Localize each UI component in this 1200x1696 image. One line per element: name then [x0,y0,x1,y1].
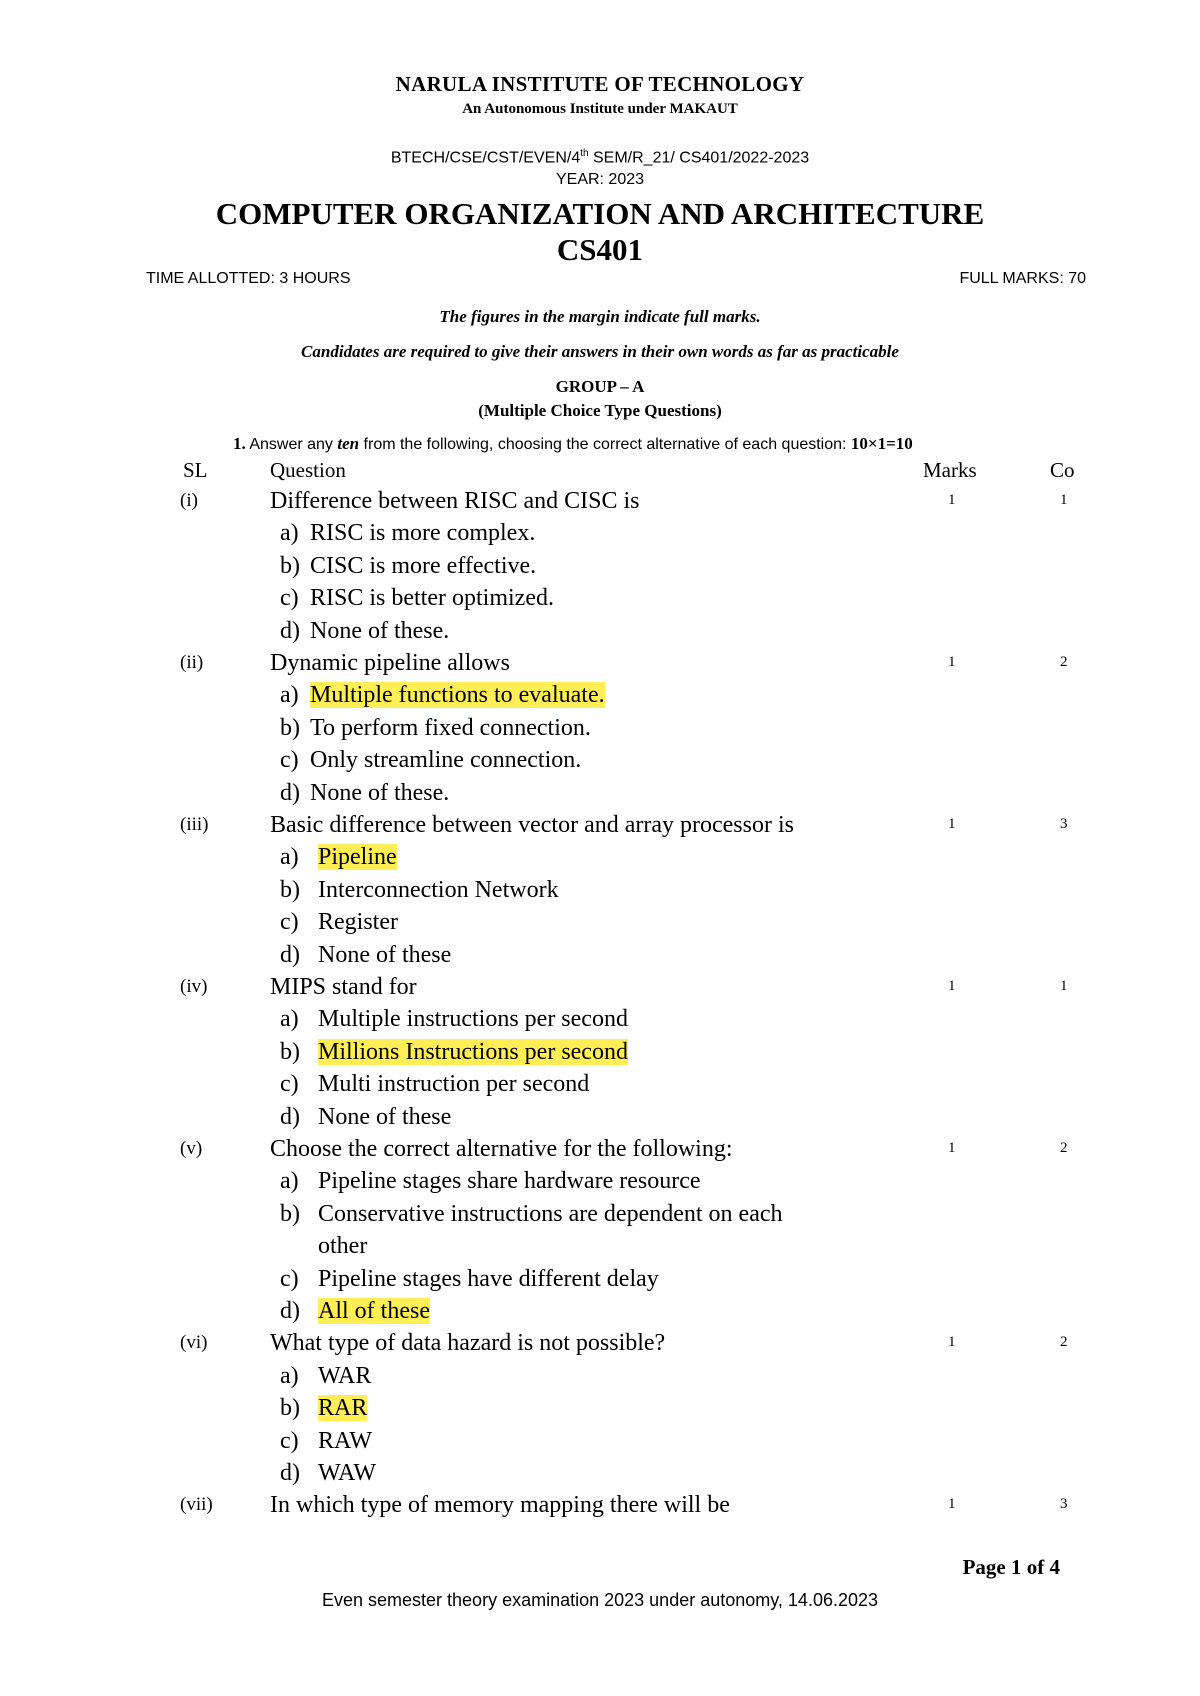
option-label: b) [280,1395,300,1422]
option-text-highlighted: All of these [318,1298,430,1324]
answer-option [280,1395,367,1422]
option-text: None of these [318,941,452,968]
option-text-highlighted: Millions Instructions per second [318,1038,628,1065]
option-text: RISC is more complex. [310,520,536,547]
option-text: Pipeline stages share hardware resource [318,1168,701,1195]
question-number: (iv) [180,976,208,997]
question-number: (i) [180,490,198,511]
answer-option [280,1104,451,1131]
answer-option [280,1363,371,1390]
option-label: a) [280,520,299,547]
answer-option [280,844,397,871]
option-text: WAR [318,1362,372,1389]
question-instruction: 1. Answer any ten from the following, choosing the correct alternative of each question: 10×1=10 [233,434,913,453]
question-text: Choose the correct alternative for the following: [270,1136,733,1162]
question-row [0,1136,1200,1168]
answer-option [280,1168,701,1195]
answer-option [280,909,398,936]
margin-note: The figures in the margin indicate full marks. [439,307,761,326]
option-text-highlighted: Pipeline [318,844,397,871]
option-label: b) [280,552,300,579]
option-label: c) [280,1427,299,1454]
answer-option [280,1266,659,1293]
question-marks: 1 [948,654,956,670]
option-label: a) [280,1006,299,1033]
question-marks: 1 [948,978,956,994]
option-label: a) [280,682,299,709]
option-text: None of these [318,1103,452,1130]
question-text: Difference between RISC and CISC is [270,488,640,514]
question-marks: 1 [948,492,956,508]
option-text-continuation: other [318,1233,368,1260]
option-label: d) [280,779,300,806]
option-label: a) [280,844,299,871]
column-header-question: Question [270,458,346,482]
option-text: WAW [318,1460,377,1486]
footer-note: Even semester theory examination 2023 under autonomy, 14.06.2023 [321,1590,879,1610]
answer-option [280,1006,628,1033]
answer-option [280,1298,430,1325]
option-text-highlighted: Multiple functions to evaluate. [310,682,605,709]
answer-option [280,682,605,709]
option-text: Interconnection Network [318,876,559,903]
exam-year: YEAR: 2023 [555,171,645,188]
question-co: 3 [1060,816,1068,832]
question-co: 1 [1060,492,1068,508]
column-header-marks: Marks [923,458,977,482]
option-label: a) [280,1362,299,1389]
option-text: RISC is better optimized. [310,585,554,612]
question-row [0,1330,1200,1362]
subject-code: CS401 [556,232,644,267]
option-label: c) [280,1265,299,1292]
question-row [0,1492,1200,1524]
option-label: c) [280,909,299,936]
question-row [0,812,1200,844]
institute-name: NARULA INSTITUTE OF TECHNOLOGY [395,72,805,96]
autonomy-line: An Autonomous Institute under MAKAUT [462,101,738,117]
option-text: Conservative instructions are dependent on each [318,1200,783,1227]
answer-option [280,520,535,547]
question-marks: 1 [948,1334,956,1351]
question-text: What type of data hazard is not possible? [270,1330,666,1357]
option-label: c) [280,1071,299,1098]
answer-option [280,877,559,904]
question-text: In which type of memory mapping there will be [270,1492,730,1519]
question-row [0,650,1200,682]
option-label: d) [280,1460,300,1486]
option-label: b) [280,1038,300,1065]
answer-option [280,585,554,612]
question-co: 2 [1060,1140,1068,1156]
time-allotted: TIME ALLOTTED: 3 HOURS [146,270,351,287]
answer-option [280,618,449,645]
option-label: d) [280,617,300,644]
option-label: a) [280,1168,299,1195]
page-number: Page 1 of 4 [962,1555,1060,1579]
answer-option [280,1460,376,1487]
question-marks: 1 [948,1496,956,1513]
question-text: MIPS stand for [270,974,417,1000]
option-label: b) [280,714,300,741]
full-marks: FULL MARKS: 70 [959,270,1086,287]
answer-option [280,715,591,742]
option-label: b) [280,1200,300,1227]
question-row [0,488,1200,520]
question-text: Basic difference between vector and array processor is [270,812,794,838]
question-co: 3 [1060,1496,1068,1513]
paper-code: BTECH/CSE/CST/EVEN/4th SEM/R_21/ CS401/2022-2023 [390,148,810,167]
answer-option [280,1071,589,1098]
group-subtitle: (Multiple Choice Type Questions) [478,401,722,420]
column-header-sl: SL [183,458,208,482]
option-text: RAW [318,1427,373,1454]
question-number: (ii) [180,652,204,673]
paper-title: COMPUTER ORGANIZATION AND ARCHITECTURE [215,196,985,231]
option-label: b) [280,876,300,903]
group-title: GROUP – A [555,377,645,396]
answer-option [280,747,581,774]
question-marks: 1 [948,1140,956,1156]
answer-option [280,553,536,580]
question-marks: 1 [948,816,956,832]
option-label: d) [280,1103,300,1130]
question-number: (vi) [180,1332,208,1354]
question-text: Dynamic pipeline allows [270,650,510,676]
option-text: Register [318,909,398,936]
answer-option [280,1201,783,1228]
answer-option [280,1428,372,1455]
question-number: (iii) [180,814,209,835]
answer-option [280,1039,628,1066]
option-text: Pipeline stages have different delay [318,1265,659,1292]
option-text: Only streamline connection. [310,747,582,774]
option-label: d) [280,941,300,968]
option-text-highlighted: RAR [318,1395,368,1422]
question-number: (vii) [180,1494,213,1516]
option-label: c) [280,585,299,612]
option-text: CISC is more effective. [310,552,537,579]
candidate-note: Candidates are required to give their answers in their own words as far as practicable [301,342,899,361]
option-text: Multi instruction per second [318,1071,590,1098]
column-header-co: Co [1050,458,1075,482]
option-text: None of these. [310,617,450,644]
option-text: None of these. [310,779,450,806]
question-co: 1 [1060,978,1068,994]
option-text: Multiple instructions per second [318,1006,628,1033]
answer-option [280,942,451,969]
option-text: To perform fixed connection. [310,714,591,741]
option-label: c) [280,747,299,774]
option-label: d) [280,1298,300,1324]
question-number: (v) [180,1138,203,1159]
question-co: 2 [1060,1334,1068,1351]
answer-option [280,780,449,807]
question-row [0,974,1200,1006]
question-co: 2 [1060,654,1068,670]
